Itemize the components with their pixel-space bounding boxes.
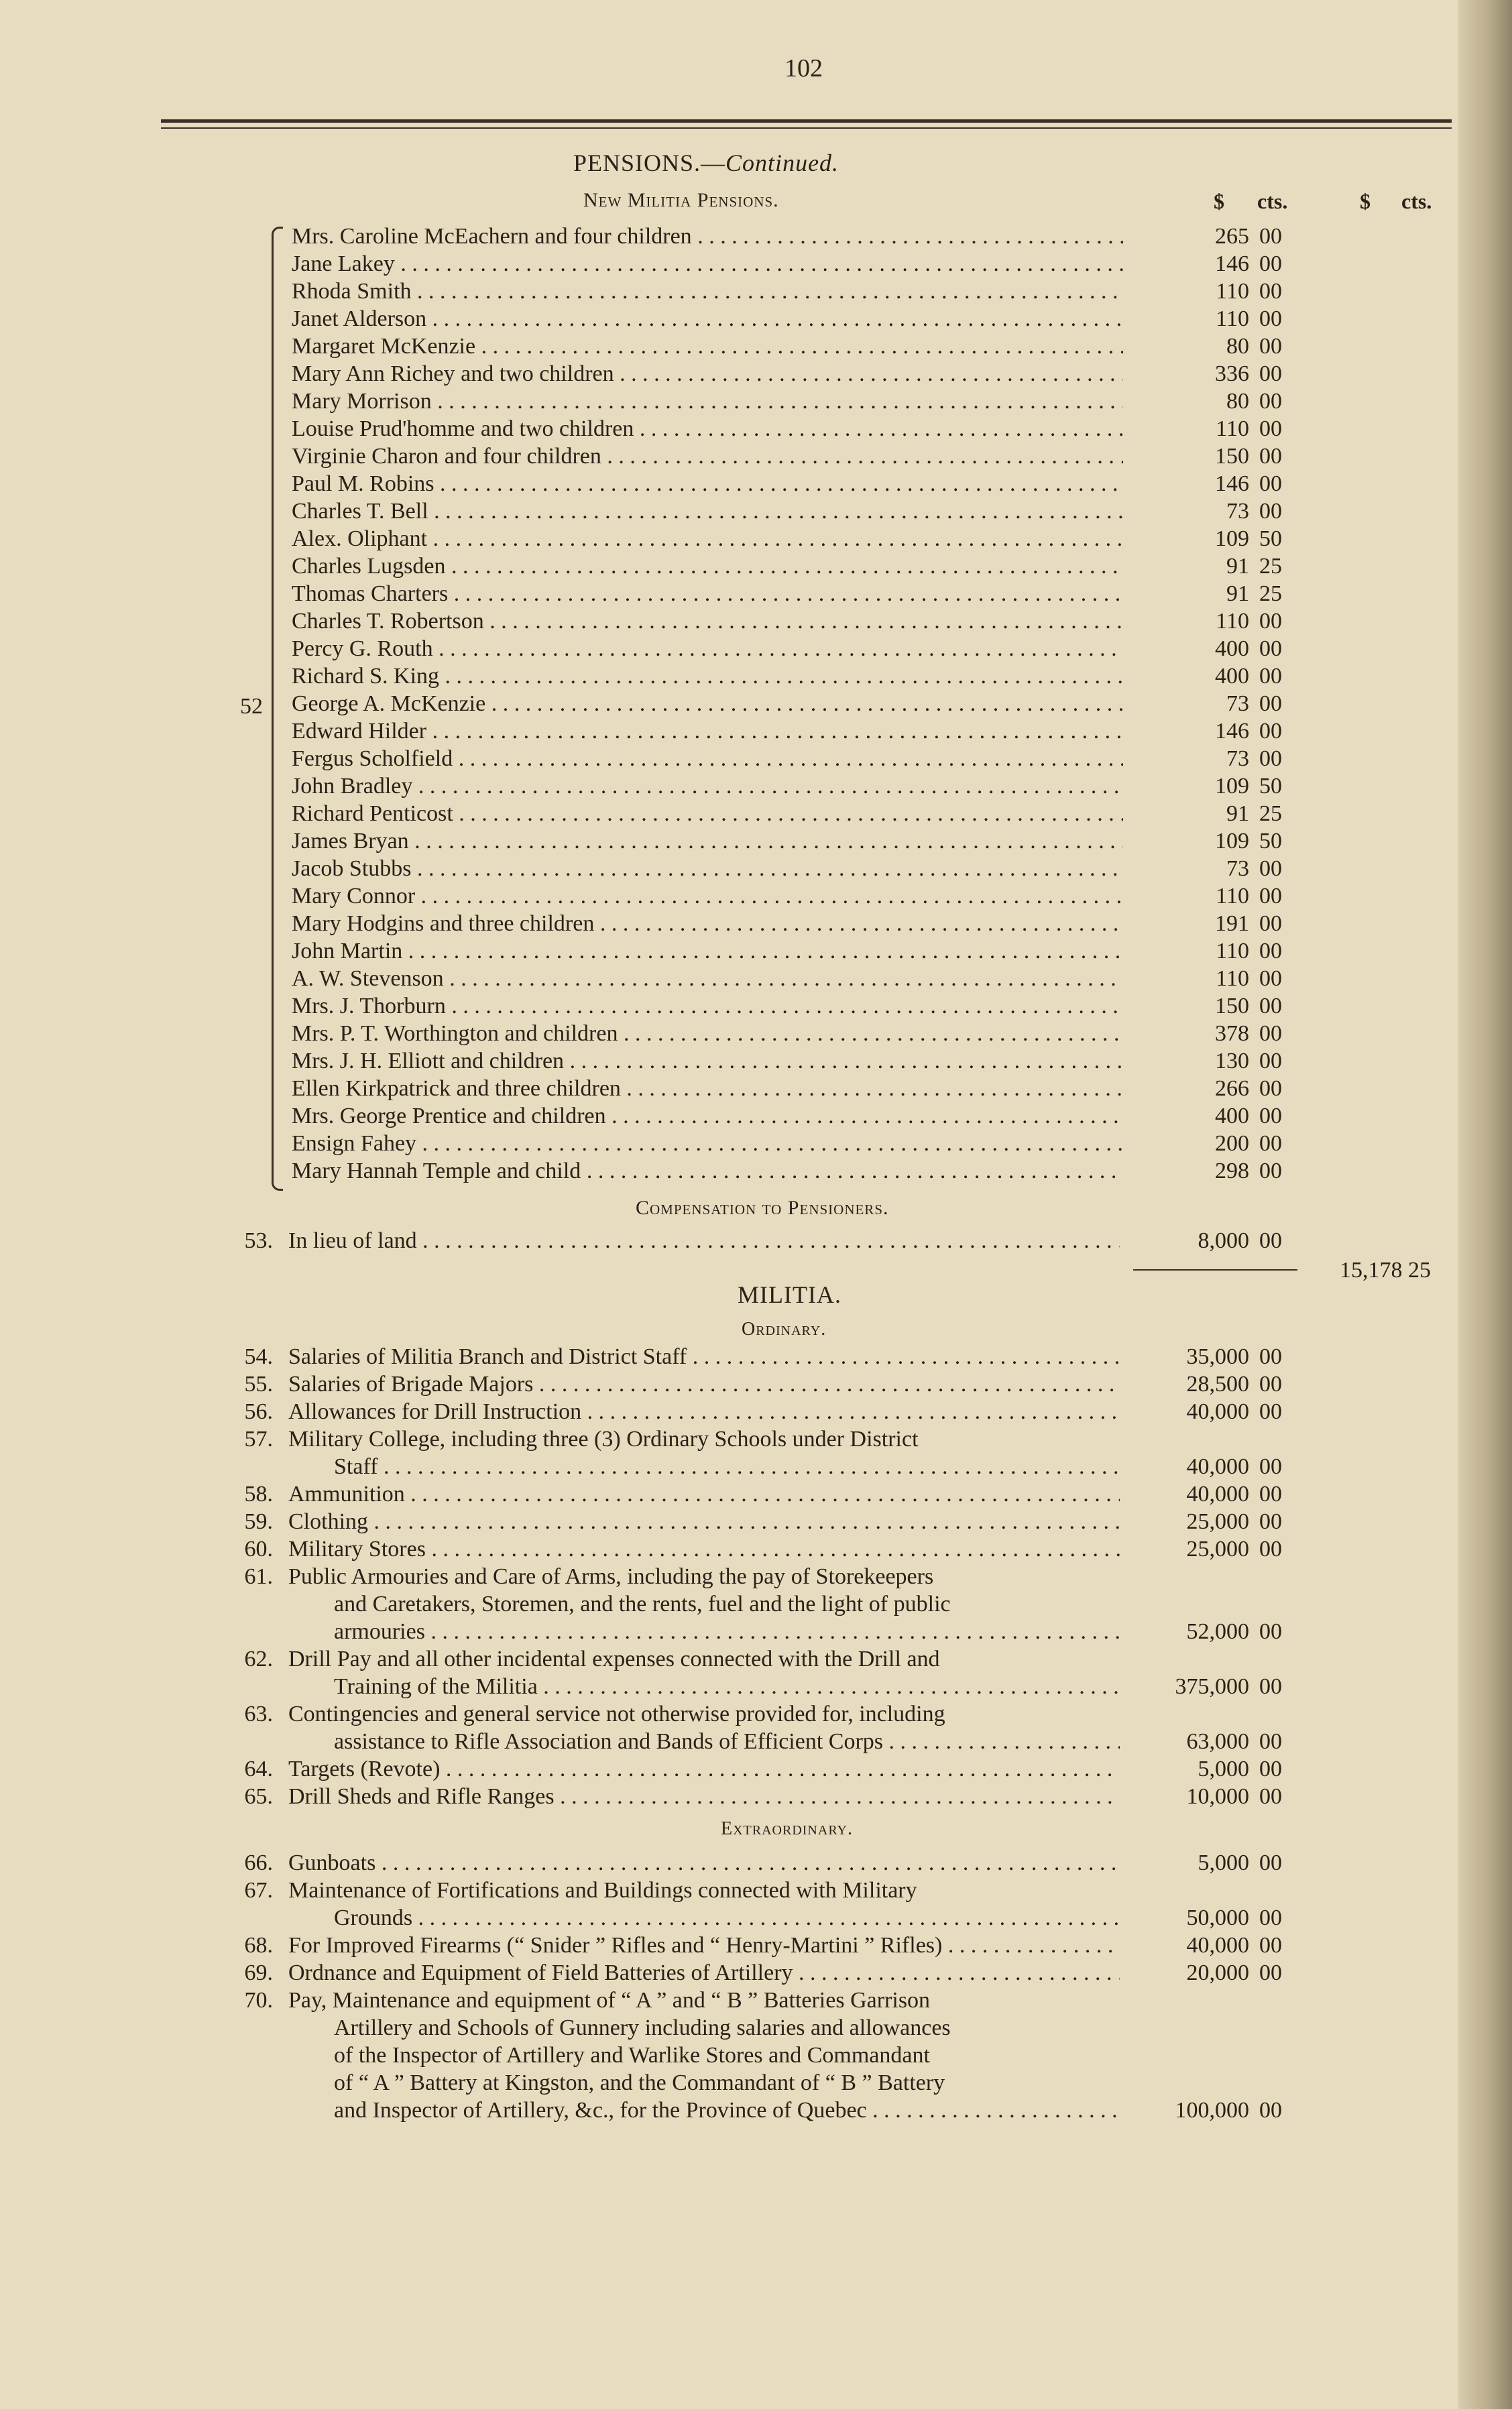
- amount-dollars: 35,000: [1186, 1344, 1249, 1369]
- pensioner-name: George A. McKenzie . . .: [292, 690, 1123, 717]
- item-text-line: of “ A ” Battery at Kingston, and the Commandant of “ B ” Battery: [334, 2070, 945, 2095]
- amount-dollars: 63,000: [1186, 1729, 1249, 1754]
- pensioner-name: Charles T. Robertson . . .: [292, 607, 1123, 635]
- amount-dollars: 91: [1226, 554, 1249, 579]
- amount-cents: 00: [1259, 499, 1282, 524]
- amount-dollars: 400: [1215, 1104, 1249, 1128]
- pensioner-name: Mary Connor . . .: [292, 882, 1123, 910]
- amount-dollars: 110: [1216, 966, 1249, 991]
- amount-dollars: 40,000: [1186, 1399, 1249, 1424]
- pension-row: [0, 882, 1512, 910]
- amount-cents: 00: [1259, 911, 1282, 936]
- pension-row: [0, 992, 1512, 1020]
- amount-cents: 00: [1259, 664, 1282, 689]
- amount-dollars: 109: [1215, 526, 1249, 551]
- pensioner-name: Rhoda Smith . . .: [292, 278, 1123, 305]
- pension-row: [0, 278, 1512, 305]
- item-number-52: 52: [240, 694, 263, 719]
- item-text-line: armouries . . .: [288, 1618, 1120, 1645]
- pensioner-name: Jane Lakey . . .: [292, 250, 1123, 278]
- pension-row: [0, 305, 1512, 333]
- amount-cents: 00: [1259, 1344, 1282, 1369]
- amount-dollars: 25,000: [1186, 1509, 1249, 1534]
- pension-row: [0, 525, 1512, 552]
- amount-cents: 25: [1259, 801, 1282, 826]
- militia-heading: MILITIA.: [738, 1281, 841, 1308]
- pension-row: [0, 388, 1512, 415]
- item-text-line: Targets (Revote) . . .: [288, 1755, 1120, 1783]
- item-text-line: and Caretakers, Storemen, and the rents, fuel and the light of public: [334, 1592, 951, 1617]
- pensioner-name: Richard Penticost . . .: [292, 800, 1123, 827]
- amount-dollars: 110: [1216, 279, 1249, 304]
- item-number: 53.: [244, 1228, 273, 1253]
- item-number: 55.: [244, 1372, 273, 1397]
- item-text-line: and Inspector of Artillery, &c., for the Province of Quebec . . .: [288, 2097, 1120, 2124]
- item-text: [288, 1480, 1120, 1508]
- pensioner-name: Jacob Stubbs . . .: [292, 855, 1123, 882]
- amount-dollars: 80: [1226, 389, 1249, 414]
- item-text: [288, 1343, 1120, 1370]
- pension-row: [0, 415, 1512, 443]
- pensioner-name: Mary Morrison . . .: [292, 388, 1123, 415]
- amount-dollars: 73: [1226, 691, 1249, 716]
- amount-dollars: 336: [1215, 361, 1249, 386]
- amount-cents: 00: [1259, 1049, 1282, 1073]
- item-text: [288, 1535, 1120, 1563]
- pension-row: [0, 250, 1512, 278]
- pensioner-name: Mrs. Caroline McEachern and four children . . .: [292, 223, 1123, 250]
- amount-dollars: 146: [1215, 251, 1249, 276]
- amount-cents: 00: [1259, 471, 1282, 496]
- pension-row: [0, 800, 1512, 827]
- amount-dollars: 200: [1215, 1131, 1249, 1156]
- amount-dollars: 52,000: [1186, 1619, 1249, 1644]
- item-text-line: Maintenance of Fortifications and Buildings connected with Military: [288, 1878, 917, 1903]
- page-number: 102: [784, 54, 823, 82]
- amount-cents: 00: [1259, 1131, 1282, 1156]
- amount-cents: 00: [1259, 1757, 1282, 1781]
- amount-cents: 00: [1259, 1933, 1282, 1958]
- item-text: [288, 1783, 1120, 1810]
- amount-cents: 00: [1259, 1537, 1282, 1562]
- amount-dollars: 73: [1226, 499, 1249, 524]
- pension-row: [0, 1157, 1512, 1185]
- amount-dollars: 110: [1216, 884, 1249, 908]
- pensioner-name: Mrs. George Prentice and children . . .: [292, 1102, 1123, 1130]
- col-dollars: $: [1214, 189, 1224, 213]
- pension-row: [0, 1102, 1512, 1130]
- amount-cents: 00: [1259, 691, 1282, 716]
- item-text: [288, 1508, 1120, 1535]
- pensioner-name: Janet Alderson . . .: [292, 305, 1123, 333]
- pensioner-name: Mrs. P. T. Worthington and children . . .: [292, 1020, 1123, 1047]
- amount-cents: 00: [1259, 1399, 1282, 1424]
- amount-dollars: 265: [1215, 224, 1249, 249]
- pensioner-name: Charles Lugsden . . .: [292, 552, 1123, 580]
- amount-cents: 00: [1259, 1850, 1282, 1875]
- pensioner-name: Virginie Charon and four children . . .: [292, 443, 1123, 470]
- item-number: 59.: [244, 1509, 273, 1534]
- amount-dollars: 91: [1226, 801, 1249, 826]
- pensions-total: 15,178 25: [1340, 1258, 1431, 1283]
- item-number: 64.: [244, 1757, 273, 1781]
- pension-row: [0, 1075, 1512, 1102]
- amount-dollars: 400: [1215, 664, 1249, 689]
- item-text-line: Contingencies and general service not otherwise provided for, including: [288, 1702, 945, 1726]
- pensioner-name: Fergus Scholfield . . .: [292, 745, 1123, 772]
- item-text: [288, 1959, 1120, 1987]
- pensioner-name: Mrs. J. Thorburn . . .: [292, 992, 1123, 1020]
- item-text-line: Public Armouries and Care of Arms, including the pay of Storekeepers: [288, 1564, 934, 1589]
- amount-cents: 00: [1259, 1509, 1282, 1534]
- amount-dollars: 298: [1215, 1159, 1249, 1183]
- amount-cents: 00: [1259, 994, 1282, 1018]
- amount-cents: 00: [1259, 884, 1282, 908]
- item-number: 66.: [244, 1850, 273, 1875]
- amount-dollars: 40,000: [1186, 1933, 1249, 1958]
- amount-cents: 00: [1259, 609, 1282, 634]
- amount-dollars: 73: [1226, 856, 1249, 881]
- pensioner-name: Percy G. Routh . . .: [292, 635, 1123, 662]
- amount-cents: 50: [1259, 774, 1282, 799]
- amount-dollars: 40,000: [1186, 1482, 1249, 1507]
- amount-cents: 00: [1259, 1729, 1282, 1754]
- item-number: 68.: [244, 1933, 273, 1958]
- amount-cents: 00: [1259, 1905, 1282, 1930]
- pension-row: [0, 635, 1512, 662]
- amount-dollars: 109: [1215, 829, 1249, 854]
- pensioner-name: Charles T. Bell . . .: [292, 497, 1123, 525]
- amount-cents: 00: [1259, 636, 1282, 661]
- pensioner-name: John Bradley . . .: [292, 772, 1123, 800]
- title-main: PENSIONS.—: [573, 150, 726, 176]
- amount-dollars: 40,000: [1186, 1454, 1249, 1479]
- amount-dollars: 10,000: [1186, 1784, 1249, 1809]
- amount-cents: 00: [1259, 1021, 1282, 1046]
- pension-row: [0, 855, 1512, 882]
- item-text-line: Drill Pay and all other incidental expenses connected with the Drill and: [288, 1647, 940, 1671]
- amount-dollars: 375,000: [1175, 1674, 1249, 1699]
- subheading-compensation: Compensation to Pensioners.: [636, 1197, 889, 1219]
- item-text-line: Military Stores . . .: [288, 1535, 1120, 1563]
- amount-cents: 00: [1259, 334, 1282, 359]
- item-number: 62.: [244, 1647, 273, 1671]
- pension-row: [0, 662, 1512, 690]
- pensioner-name: Richard S. King . . .: [292, 662, 1123, 690]
- amount-dollars: 80: [1226, 334, 1249, 359]
- pensioner-name: John Martin . . .: [292, 937, 1123, 965]
- pensioner-name: Mary Hodgins and three children . . .: [292, 910, 1123, 937]
- item-number: 60.: [244, 1537, 273, 1562]
- item-number: 63.: [244, 1702, 273, 1726]
- item-text-line: Artillery and Schools of Gunnery including salaries and allowances: [334, 2015, 951, 2040]
- item-text-line: Military College, including three (3) Ordinary Schools under District: [288, 1427, 919, 1452]
- pensioner-name: Mrs. J. H. Elliott and children . . .: [292, 1047, 1123, 1075]
- item-text-line: Drill Sheds and Rifle Ranges . . .: [288, 1783, 1120, 1810]
- pensioner-name: Alex. Oliphant . . .: [292, 525, 1123, 552]
- item-text-line: For Improved Firearms (“ Snider ” Rifles and “ Henry-Martini ” Rifles) . . .: [288, 1932, 1120, 1959]
- pensioner-name: A. W. Stevenson . . .: [292, 965, 1123, 992]
- pension-row: [0, 772, 1512, 800]
- pension-row: [0, 745, 1512, 772]
- section-title: [573, 149, 839, 177]
- amount-cents: 50: [1259, 829, 1282, 854]
- pension-row: [0, 717, 1512, 745]
- item-text-line: Grounds . . .: [288, 1904, 1120, 1932]
- pensioner-name: Margaret McKenzie . . .: [292, 333, 1123, 360]
- col-cents: cts.: [1257, 189, 1288, 213]
- item-text-line: Staff . . .: [288, 1453, 1120, 1480]
- amount-dollars: 28,500: [1186, 1372, 1249, 1397]
- pensioner-name: Ellen Kirkpatrick and three children . . .: [292, 1075, 1123, 1102]
- amount-cents: 25: [1259, 581, 1282, 606]
- pensioner-name: Mary Hannah Temple and child . . .: [292, 1157, 1123, 1185]
- item-text: [288, 1563, 1120, 1645]
- pensioner-name: James Bryan . . .: [292, 827, 1123, 855]
- item-number: 54.: [244, 1344, 273, 1369]
- pension-row: [0, 690, 1512, 717]
- amount-dollars: 146: [1215, 471, 1249, 496]
- item-text: [288, 1849, 1120, 1877]
- item-text: [288, 1700, 1120, 1755]
- item-text-line: assistance to Rifle Association and Bands of Efficient Corps . . .: [288, 1728, 1120, 1755]
- pensioner-name: Ensign Fahey . . .: [292, 1130, 1123, 1157]
- amount-cents: 00: [1259, 966, 1282, 991]
- item-text-line: of the Inspector of Artillery and Warlike Stores and Commandant: [334, 2043, 930, 2068]
- item-text-line: Gunboats . . .: [288, 1849, 1120, 1877]
- amount-cents: 00: [1259, 1960, 1282, 1985]
- pension-row: [0, 965, 1512, 992]
- amount-dollars: 5,000: [1198, 1757, 1249, 1781]
- item-text: [288, 1755, 1120, 1783]
- ordinary-heading: Ordinary.: [742, 1319, 827, 1340]
- amount-dollars: 150: [1215, 444, 1249, 469]
- item-text-line: Allowances for Drill Instruction . . .: [288, 1398, 1120, 1425]
- amount-cents: 00: [1259, 1159, 1282, 1183]
- amount-cents: 00: [1259, 224, 1282, 249]
- amount-dollars: 100,000: [1175, 2098, 1249, 2123]
- item-text-line: Pay, Maintenance and equipment of “ A ” and “ B ” Batteries Garrison: [288, 1988, 931, 2013]
- subheading-new-militia-pensions: New Militia Pensions.: [583, 189, 779, 211]
- amount-dollars: 110: [1216, 416, 1249, 441]
- header-rule: [161, 119, 1452, 129]
- amount-dollars: 146: [1215, 719, 1249, 744]
- amount-dollars: 109: [1215, 774, 1249, 799]
- pension-row: [0, 1130, 1512, 1157]
- sum-rule: [1133, 1269, 1297, 1271]
- pension-row: [0, 827, 1512, 855]
- pensioner-name: Thomas Charters . . .: [292, 580, 1123, 607]
- amount-cents: 00: [1259, 1454, 1282, 1479]
- amount-cents: 00: [1259, 389, 1282, 414]
- pension-row: [0, 443, 1512, 470]
- amount-dollars: 266: [1215, 1076, 1249, 1101]
- extraordinary-heading: Extraordinary.: [721, 1818, 853, 1839]
- amount-dollars: 400: [1215, 636, 1249, 661]
- item-number: 61.: [244, 1564, 273, 1589]
- item-text-line: Salaries of Brigade Majors . . .: [288, 1370, 1120, 1398]
- item-text-line: Training of the Militia . . .: [288, 1673, 1120, 1700]
- pension-row: [0, 223, 1512, 250]
- amount-dollars: 110: [1216, 939, 1249, 963]
- item-number: 67.: [244, 1878, 273, 1903]
- amount-dollars: 110: [1216, 609, 1249, 634]
- item-number: 56.: [244, 1399, 273, 1424]
- amount-cents: 00: [1259, 279, 1282, 304]
- pension-row: [0, 552, 1512, 580]
- amount-cents: 00: [1259, 1076, 1282, 1101]
- amount-cents: 00: [1259, 1619, 1282, 1644]
- col-cents-total: cts.: [1401, 189, 1432, 213]
- item-text: [288, 1932, 1120, 1959]
- pensioner-name: Louise Prud'homme and two children . . .: [292, 415, 1123, 443]
- amount-cents: 00: [1259, 1372, 1282, 1397]
- amount-cents: 00: [1259, 1482, 1282, 1507]
- item-text: [288, 1645, 1120, 1700]
- amount-dollars: 150: [1215, 994, 1249, 1018]
- pension-row: [0, 580, 1512, 607]
- amount-cents: 00: [1259, 306, 1282, 331]
- amount-dollars: 378: [1215, 1021, 1249, 1046]
- item-number: 65.: [244, 1784, 273, 1809]
- pension-row: [0, 937, 1512, 965]
- pension-row: [0, 360, 1512, 388]
- amount-dollars: 91: [1226, 581, 1249, 606]
- amount-cents: 00: [1259, 251, 1282, 276]
- item-number: 57.: [244, 1427, 273, 1452]
- amount-cents: 00: [1259, 1674, 1282, 1699]
- amount-cents: 00: [1259, 1104, 1282, 1128]
- amount-cents: 00: [1259, 1228, 1282, 1253]
- amount-cents: 00: [1259, 939, 1282, 963]
- amount-dollars: 25,000: [1186, 1537, 1249, 1562]
- pension-row: [0, 1047, 1512, 1075]
- amount-cents: 00: [1259, 719, 1282, 744]
- amount-dollars: 191: [1215, 911, 1249, 936]
- amount-cents: 00: [1259, 2098, 1282, 2123]
- amount-dollars: 130: [1215, 1049, 1249, 1073]
- item-text: [288, 1398, 1120, 1425]
- amount-cents: 25: [1259, 554, 1282, 579]
- amount-cents: 00: [1259, 361, 1282, 386]
- amount-dollars: 50,000: [1186, 1905, 1249, 1930]
- amount-cents: 00: [1259, 746, 1282, 771]
- item-text: [288, 1987, 1120, 2124]
- pension-row: [0, 607, 1512, 635]
- item-number: 70.: [244, 1988, 273, 2013]
- amount-dollars: 5,000: [1198, 1850, 1249, 1875]
- amount-dollars: 8,000: [1198, 1228, 1249, 1253]
- item-text: [288, 1425, 1120, 1480]
- pension-row: [0, 470, 1512, 497]
- item-text: In lieu of land . . .: [288, 1227, 1120, 1254]
- item-text: [288, 1370, 1120, 1398]
- item-text: [288, 1877, 1120, 1932]
- pension-row: [0, 910, 1512, 937]
- pension-row: [0, 1020, 1512, 1047]
- col-dollars-total: $: [1360, 189, 1371, 213]
- item-text-line: Salaries of Militia Branch and District Staff . . .: [288, 1343, 1120, 1370]
- amount-cents: 00: [1259, 416, 1282, 441]
- item-number: 69.: [244, 1960, 273, 1985]
- amount-cents: 00: [1259, 444, 1282, 469]
- amount-dollars: 20,000: [1186, 1960, 1249, 1985]
- item-number: 58.: [244, 1482, 273, 1507]
- amount-dollars: 73: [1226, 746, 1249, 771]
- pension-row: [0, 333, 1512, 360]
- pensioner-name: Paul M. Robins . . .: [292, 470, 1123, 497]
- pensioner-name: Edward Hilder . . .: [292, 717, 1123, 745]
- item-text-line: Clothing . . .: [288, 1508, 1120, 1535]
- amount-cents: 00: [1259, 1784, 1282, 1809]
- item-text-line: Ordnance and Equipment of Field Batteries of Artillery . . .: [288, 1959, 1120, 1987]
- title-continued: Continued.: [725, 150, 839, 176]
- pensioner-name: Mary Ann Richey and two children . . .: [292, 360, 1123, 388]
- amount-cents: 00: [1259, 856, 1282, 881]
- item-text-line: Ammunition . . .: [288, 1480, 1120, 1508]
- amount-dollars: 110: [1216, 306, 1249, 331]
- pension-row: [0, 497, 1512, 525]
- amount-cents: 50: [1259, 526, 1282, 551]
